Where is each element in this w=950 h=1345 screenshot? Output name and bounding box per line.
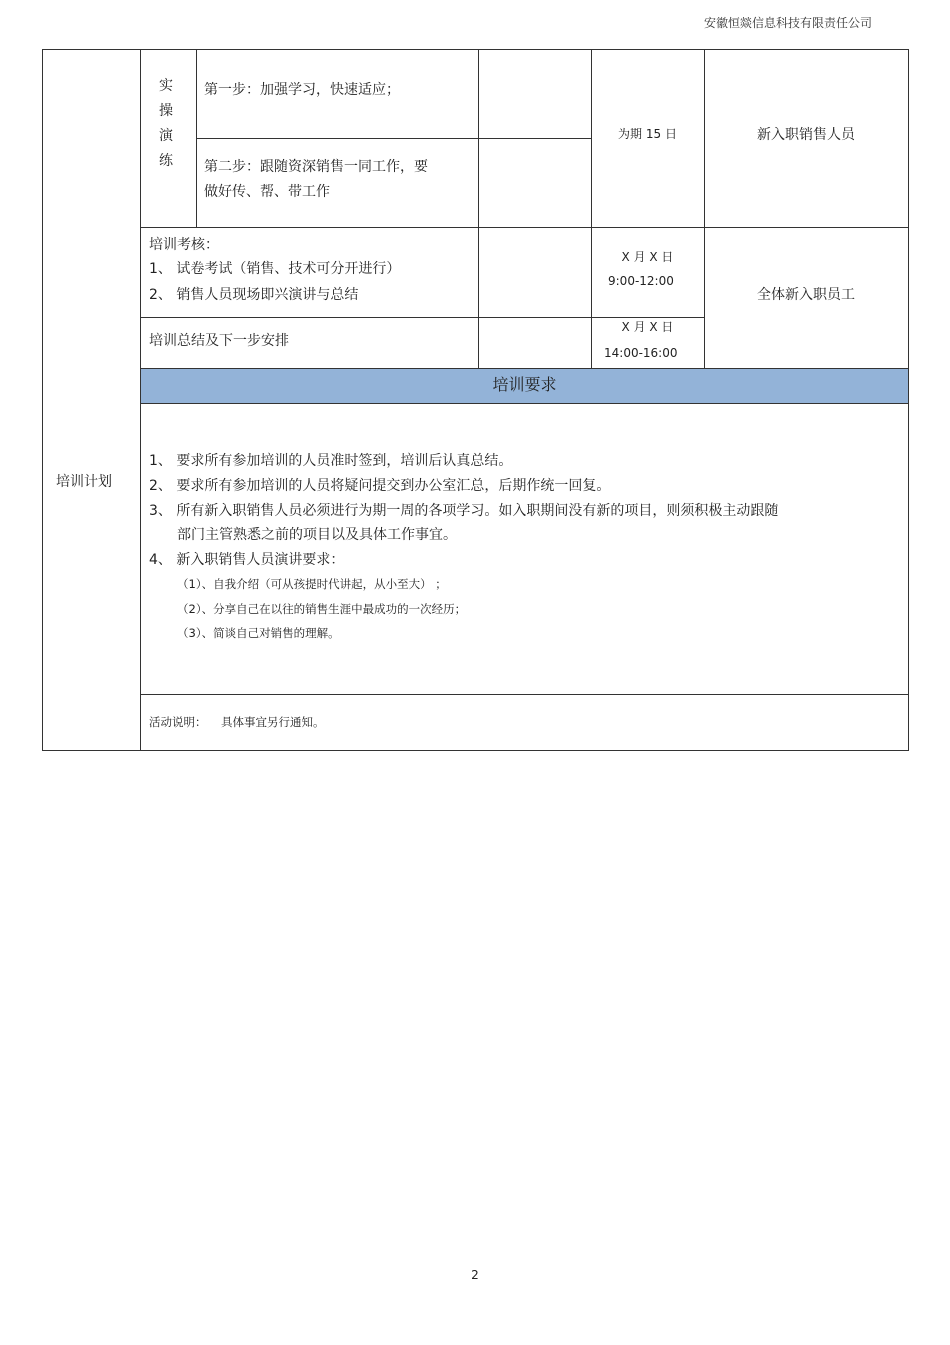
practice-duration: 为期 15 日 <box>618 127 677 141</box>
requirement-2: 2、 要求所有参加培训的人员将疑问提交到办公室汇总，后期作统一回复。 <box>149 478 611 494</box>
step-two-line1: 第二步：跟随资深销售一同工作，要 <box>204 159 428 175</box>
summary-date: X 月 X 日 <box>621 320 674 334</box>
step-two-line2: 做好传、帮、带工作 <box>204 184 330 200</box>
assessment-date: X 月 X 日 <box>621 250 674 264</box>
requirement-4: 4、 新入职销售人员演讲要求： <box>149 552 345 568</box>
assessment-time: 9:00-12:00 <box>608 274 674 288</box>
activity-note-text: 具体事宜另行通知。 <box>221 715 325 729</box>
step-one: 第一步：加强学习，快速适应； <box>204 82 400 98</box>
speech-requirement-3: （3）、简谈自己对销售的理解。 <box>177 626 340 640</box>
assessment-item-2: 2、 销售人员现场即兴演讲与总结 <box>149 287 359 303</box>
requirements-heading: 培训要求 <box>492 375 557 394</box>
assessment-title: 培训考核： <box>149 237 219 253</box>
speech-requirement-1: （1）、自我介绍（可从孩提时代讲起，从小至大） ； <box>177 577 447 591</box>
requirement-3-line2: 部门主管熟悉之前的项目以及具体工作事宜。 <box>177 527 457 543</box>
training-plan-label: 培训计划 <box>56 474 112 490</box>
assessment-item-1: 1、 试卷考试（销售、技术可分开进行） <box>149 261 401 277</box>
requirement-3-line1: 3、 所有新入职销售人员必须进行为期一周的各项学习。如入职期间没有新的项目，则须积极主动跟随 <box>149 503 779 519</box>
practice-audience: 新入职销售人员 <box>757 127 855 143</box>
company-name: 安徽恒燚信息科技有限责任公司 <box>703 16 872 30</box>
activity-note-label: 活动说明： <box>149 715 207 729</box>
speech-requirement-2: （2）、分享自己在以往的销售生涯中最成功的一次经历； <box>177 602 467 616</box>
practice-label: 实 操 演 练 <box>159 78 173 169</box>
requirement-1: 1、 要求所有参加培训的人员准时签到，培训后认真总结。 <box>149 453 513 469</box>
summary-time: 14:00-16:00 <box>604 346 678 360</box>
page-number: 2 <box>471 1268 479 1282</box>
summary-title: 培训总结及下一步安排 <box>149 333 289 349</box>
assessment-audience: 全体新入职员工 <box>757 287 855 303</box>
